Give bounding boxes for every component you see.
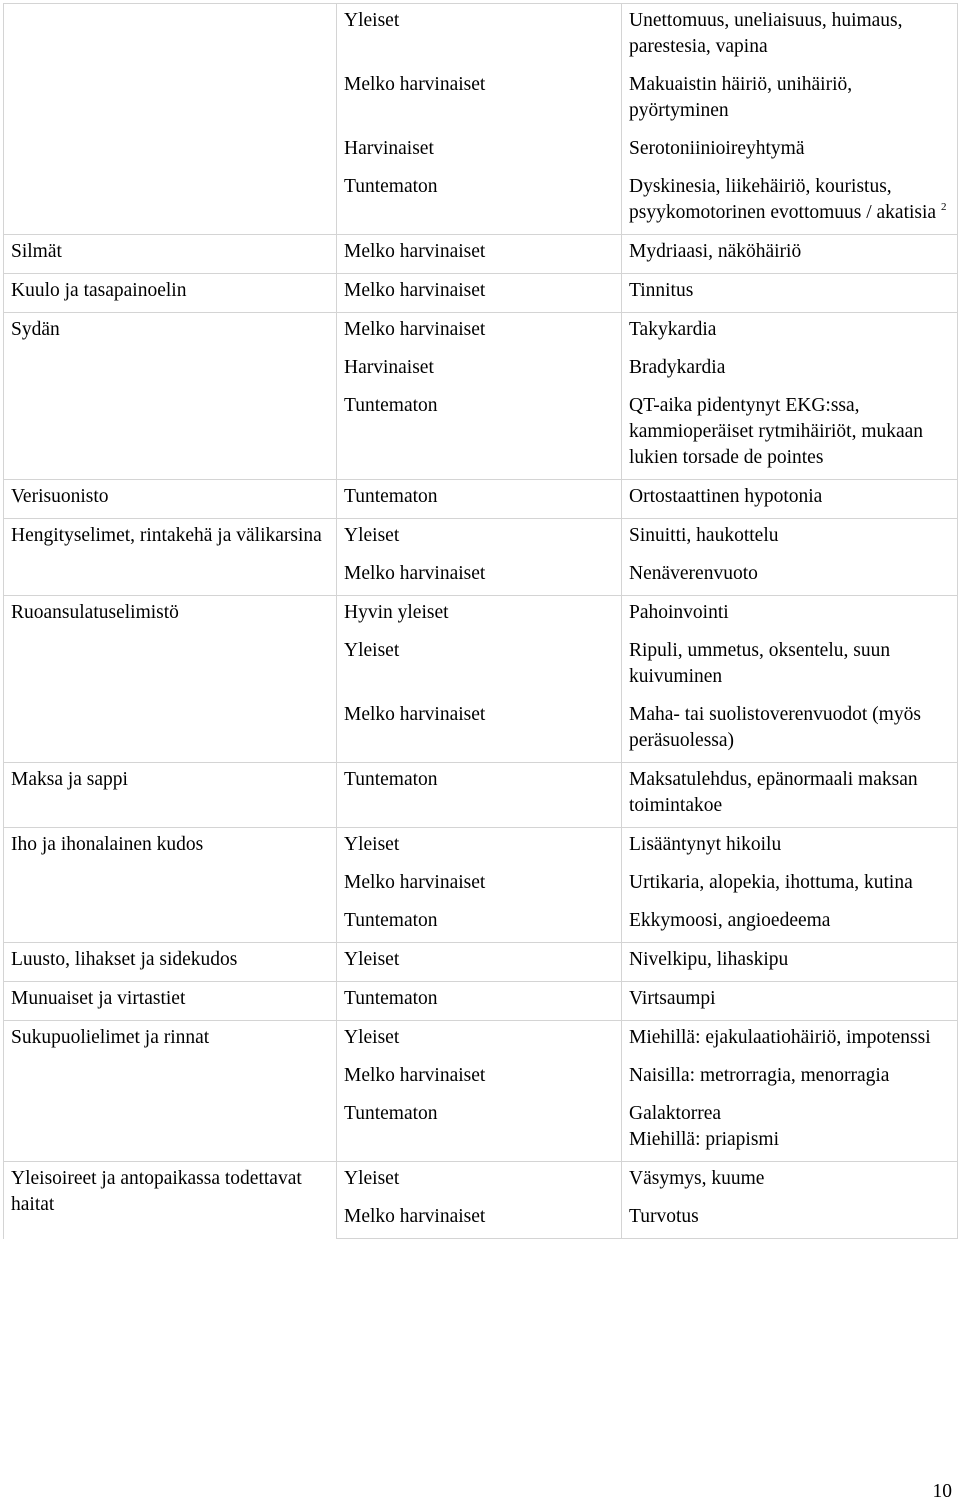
effect-text: Makuaistin häiriö, unihäiriö, pyörtyminen [629, 74, 853, 121]
organ-system-cell: Iho ja ihonalainen kudos [4, 828, 337, 943]
table-row [4, 519, 958, 558]
organ-system-cell: Hengityselimet, rintakehä ja välikarsina [4, 519, 337, 596]
effect-text: Maksatulehdus, epänormaali maksan toimintakoe [629, 769, 918, 816]
effect-cell [622, 313, 958, 352]
frequency-cell: Tuntematon [337, 480, 622, 519]
frequency-cell: Harvinaiset [337, 132, 622, 170]
effect-text: Takykardia [629, 319, 717, 340]
effect-cell [622, 698, 958, 763]
effect-cell [622, 235, 958, 274]
effect-text: Unettomuus, uneliaisuus, huimaus, parestesia, vapina [629, 10, 903, 57]
effect-cell [622, 828, 958, 867]
frequency-cell: Tuntematon [337, 1097, 622, 1162]
effect-text: Tinnitus [629, 280, 694, 301]
effect-cell [622, 170, 958, 235]
effect-cell [622, 763, 958, 828]
effect-text: Nivelkipu, lihaskipu [629, 949, 789, 970]
effect-text: Miehillä: ejakulaatiohäiriö, impotenssi [629, 1027, 931, 1048]
frequency-cell: Hyvin yleiset [337, 596, 622, 635]
organ-system-cell [4, 4, 337, 235]
effect-cell [622, 1021, 958, 1060]
effect-cell [622, 1059, 958, 1097]
effect-text: Pahoinvointi [629, 602, 729, 623]
effect-cell [622, 132, 958, 170]
table-row [4, 596, 958, 635]
table-row [4, 1021, 958, 1060]
effect-cell [622, 1162, 958, 1201]
effect-cell [622, 1200, 958, 1239]
table-row [4, 828, 958, 867]
effect-cell [622, 904, 958, 943]
frequency-cell: Yleiset [337, 943, 622, 982]
effect-text: Bradykardia [629, 357, 726, 378]
organ-system-cell: Maksa ja sappi [4, 763, 337, 828]
effect-cell [622, 943, 958, 982]
frequency-cell: Yleiset [337, 519, 622, 558]
frequency-cell: Melko harvinaiset [337, 1200, 622, 1239]
frequency-cell: Tuntematon [337, 763, 622, 828]
table-row [4, 235, 958, 274]
organ-system-cell: Ruoansulatuselimistö [4, 596, 337, 763]
organ-system-cell: Silmät [4, 235, 337, 274]
effect-cell [622, 557, 958, 596]
effect-text: Väsymys, kuume [629, 1168, 765, 1189]
table-row [4, 480, 958, 519]
effect-text: Ortostaattinen hypotonia [629, 486, 823, 507]
organ-system-cell: Sukupuolielimet ja rinnat [4, 1021, 337, 1162]
effect-text: Lisääntynyt hikoilu [629, 834, 782, 855]
effect-text: Nenäverenvuoto [629, 563, 758, 584]
frequency-cell: Tuntematon [337, 170, 622, 235]
frequency-cell: Harvinaiset [337, 351, 622, 389]
effect-cell [622, 866, 958, 904]
table-row [4, 313, 958, 352]
effect-text: Ekkymoosi, angioedeema [629, 910, 831, 931]
frequency-cell: Melko harvinaiset [337, 274, 622, 313]
frequency-cell: Melko harvinaiset [337, 557, 622, 596]
frequency-cell: Melko harvinaiset [337, 698, 622, 763]
adverse-effects-table [3, 3, 958, 1239]
frequency-cell: Melko harvinaiset [337, 313, 622, 352]
frequency-cell: Tuntematon [337, 982, 622, 1021]
effect-cell [622, 480, 958, 519]
effect-cell [622, 274, 958, 313]
page-number: 10 [932, 1481, 952, 1502]
organ-system-cell: Yleisoireet ja antopaikassa todettavat haitat [4, 1162, 337, 1239]
organ-system-cell: Luusto, lihakset ja sidekudos [4, 943, 337, 982]
frequency-cell: Melko harvinaiset [337, 866, 622, 904]
effect-cell [622, 982, 958, 1021]
effect-cell [622, 1097, 958, 1162]
effect-text: Galaktorrea Miehillä: priapismi [629, 1103, 780, 1150]
organ-system-cell: Verisuonisto [4, 480, 337, 519]
table-row [4, 1162, 958, 1201]
table-row [4, 274, 958, 313]
frequency-cell: Melko harvinaiset [337, 235, 622, 274]
organ-system-cell: Munuaiset ja virtastiet [4, 982, 337, 1021]
effect-cell [622, 519, 958, 558]
frequency-cell: Yleiset [337, 1162, 622, 1201]
effect-cell [622, 634, 958, 698]
frequency-cell: Tuntematon [337, 389, 622, 480]
effect-text: Maha- tai suolistoverenvuodot (myös peräsuolessa) [629, 704, 921, 751]
effect-cell [622, 4, 958, 69]
table-row [4, 982, 958, 1021]
frequency-cell: Melko harvinaiset [337, 68, 622, 132]
frequency-cell: Yleiset [337, 4, 622, 69]
effect-cell [622, 351, 958, 389]
frequency-cell: Yleiset [337, 634, 622, 698]
frequency-cell: Yleiset [337, 1021, 622, 1060]
table-row [4, 4, 958, 69]
effect-text: Dyskinesia, liikehäiriö, kouristus, psyykomotorinen evottomuus / akatisia [629, 176, 937, 223]
table-row [4, 763, 958, 828]
frequency-cell: Tuntematon [337, 904, 622, 943]
effect-text: Sinuitti, haukottelu [629, 525, 779, 546]
adverse-effects-table-body [4, 4, 958, 1239]
effect-text: Naisilla: metrorragia, menorragia [629, 1065, 890, 1086]
footnote-marker: 2 [940, 201, 947, 213]
effect-text: Virtsaumpi [629, 988, 716, 1009]
frequency-cell: Yleiset [337, 828, 622, 867]
organ-system-cell: Sydän [4, 313, 337, 480]
effect-cell [622, 68, 958, 132]
effect-text: QT-aika pidentynyt EKG:ssa, kammioperäiset rytmihäiriöt, mukaan lukien torsade de pointes [629, 395, 924, 468]
organ-system-cell: Kuulo ja tasapainoelin [4, 274, 337, 313]
effect-cell [622, 596, 958, 635]
effect-text: Serotoniinioireyhtymä [629, 138, 805, 159]
effect-text: Turvotus [629, 1206, 699, 1227]
effect-cell [622, 389, 958, 480]
frequency-cell: Melko harvinaiset [337, 1059, 622, 1097]
table-row [4, 943, 958, 982]
effect-text: Mydriaasi, näköhäiriö [629, 241, 802, 262]
effect-text: Urtikaria, alopekia, ihottuma, kutina [629, 872, 913, 893]
effect-text: Ripuli, ummetus, oksentelu, suun kuivuminen [629, 640, 891, 687]
